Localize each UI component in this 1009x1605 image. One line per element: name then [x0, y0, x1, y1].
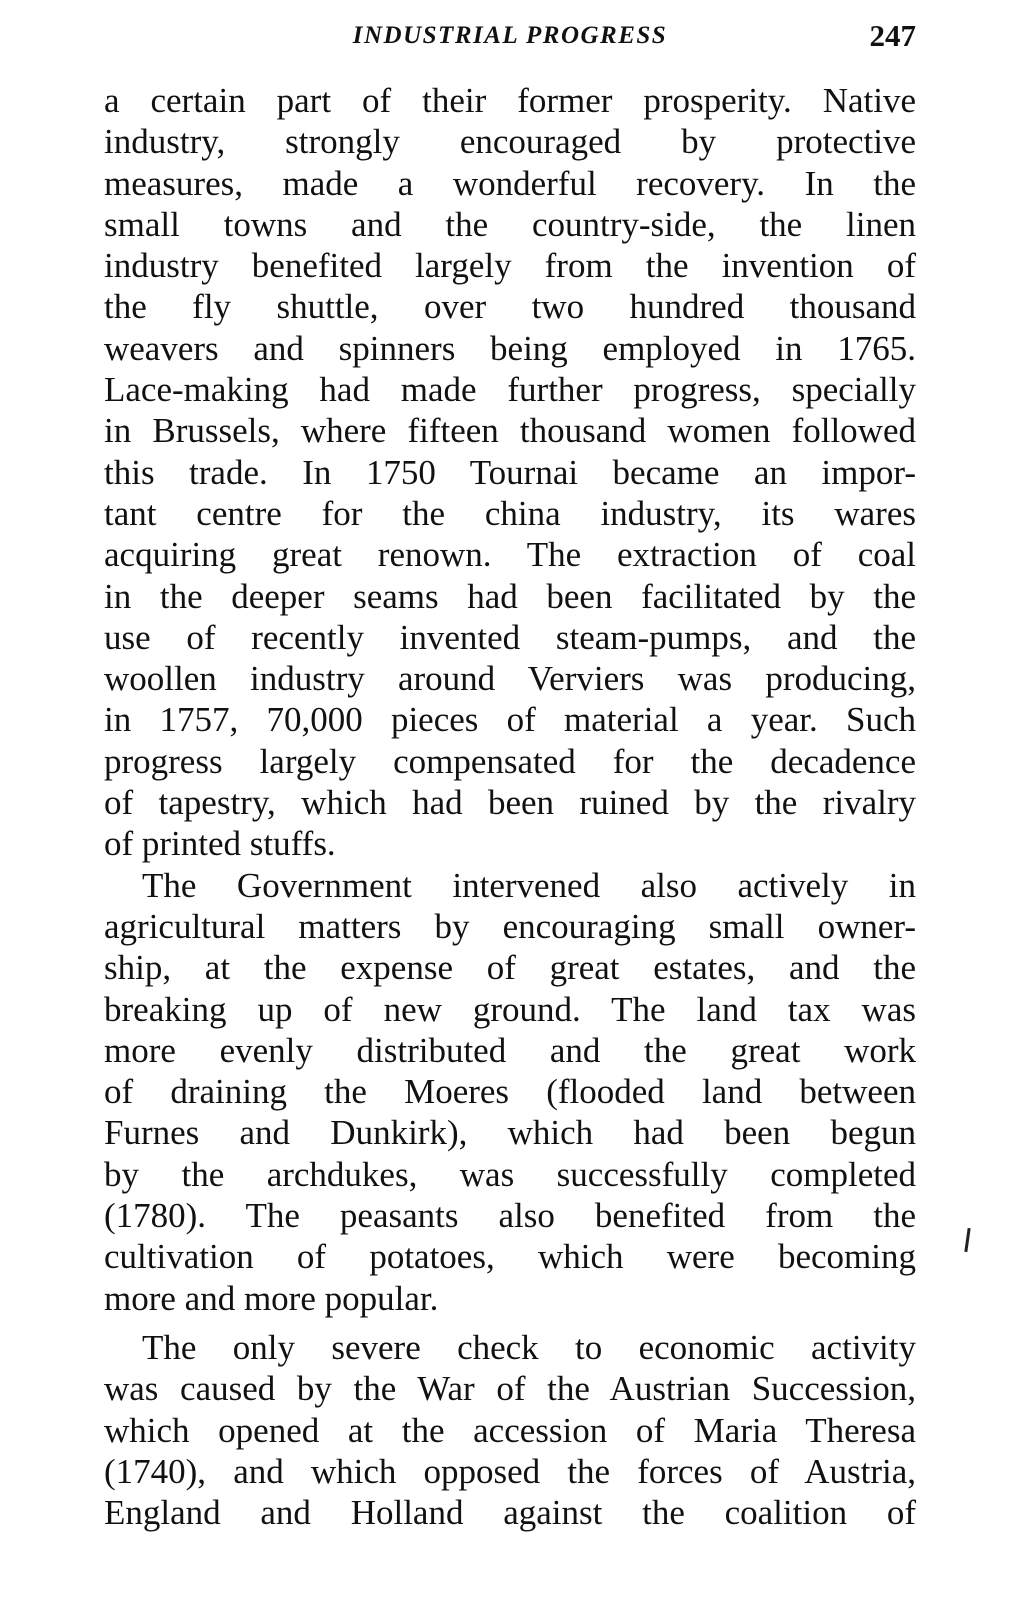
text-line: which opened at the accession of Maria Theresa	[104, 1410, 916, 1450]
text-line: of draining the Moeres (flooded land between	[104, 1072, 916, 1112]
body-text	[104, 80, 916, 1533]
text-line: Furnes and Dunkirk), which had been begun	[104, 1113, 916, 1153]
running-head	[104, 14, 916, 64]
text-line: a certain part of their former prosperity. Native	[104, 81, 916, 120]
text-line: Lace-making had made further progress, specially	[104, 370, 916, 410]
text-line: measures, made a wonderful recovery. In the	[104, 163, 916, 203]
text-line: breaking up of new ground. The land tax was	[104, 989, 916, 1029]
text-line: in the deeper seams had been facilitated by the	[104, 576, 916, 616]
text-line: of printed stuffs.	[104, 824, 336, 864]
text-line: use of recently invented steam-pumps, and the	[104, 617, 916, 657]
text-line: in Brussels, where fifteen thousand women followed	[104, 411, 916, 451]
text-line: England and Holland against the coalition of	[104, 1493, 916, 1533]
margin-mark	[964, 1228, 970, 1252]
text-line: cultivation of potatoes, which were becoming	[104, 1237, 916, 1277]
text-line: (1780). The peasants also benefited from the	[104, 1196, 916, 1236]
text-line: weavers and spinners being employed in 1765.	[104, 328, 916, 368]
text-line: ship, at the expense of great estates, and the	[104, 948, 916, 988]
text-line: by the archdukes, was successfully completed	[104, 1154, 916, 1194]
running-title: INDUSTRIAL PROGRESS	[352, 22, 668, 49]
text-line: The only severe check to economic activity	[142, 1327, 916, 1367]
text-line: in 1757, 70,000 pieces of material a year. Such	[104, 700, 916, 740]
text-line: tant centre for the china industry, its wares	[104, 493, 916, 533]
text-line: this trade. In 1750 Tournai became an impor-	[104, 452, 916, 492]
text-line: industry, strongly encouraged by protective	[104, 122, 916, 162]
text-line: more evenly distributed and the great work	[104, 1030, 916, 1070]
text-line: more and more popular.	[104, 1278, 439, 1318]
text-line: (1740), and which opposed the forces of Austria,	[104, 1451, 916, 1491]
page-number: 247	[869, 18, 916, 53]
text-line: small towns and the country-side, the linen	[104, 204, 916, 244]
paragraph-gap	[104, 1319, 916, 1327]
text-line: The Government intervened also actively in	[142, 865, 916, 905]
text-line: acquiring great renown. The extraction of coal	[104, 535, 916, 575]
text-line: woollen industry around Verviers was producing,	[104, 659, 916, 699]
text-line: progress largely compensated for the decadence	[104, 741, 916, 781]
text-line: agricultural matters by encouraging small owner-	[104, 906, 916, 946]
text-line: was caused by the War of the Austrian Succession,	[104, 1369, 916, 1409]
text-line: the fly shuttle, over two hundred thousand	[104, 287, 916, 327]
text-line: industry benefited largely from the invention of	[104, 246, 916, 286]
text-line: of tapestry, which had been ruined by the rivalry	[104, 783, 916, 823]
